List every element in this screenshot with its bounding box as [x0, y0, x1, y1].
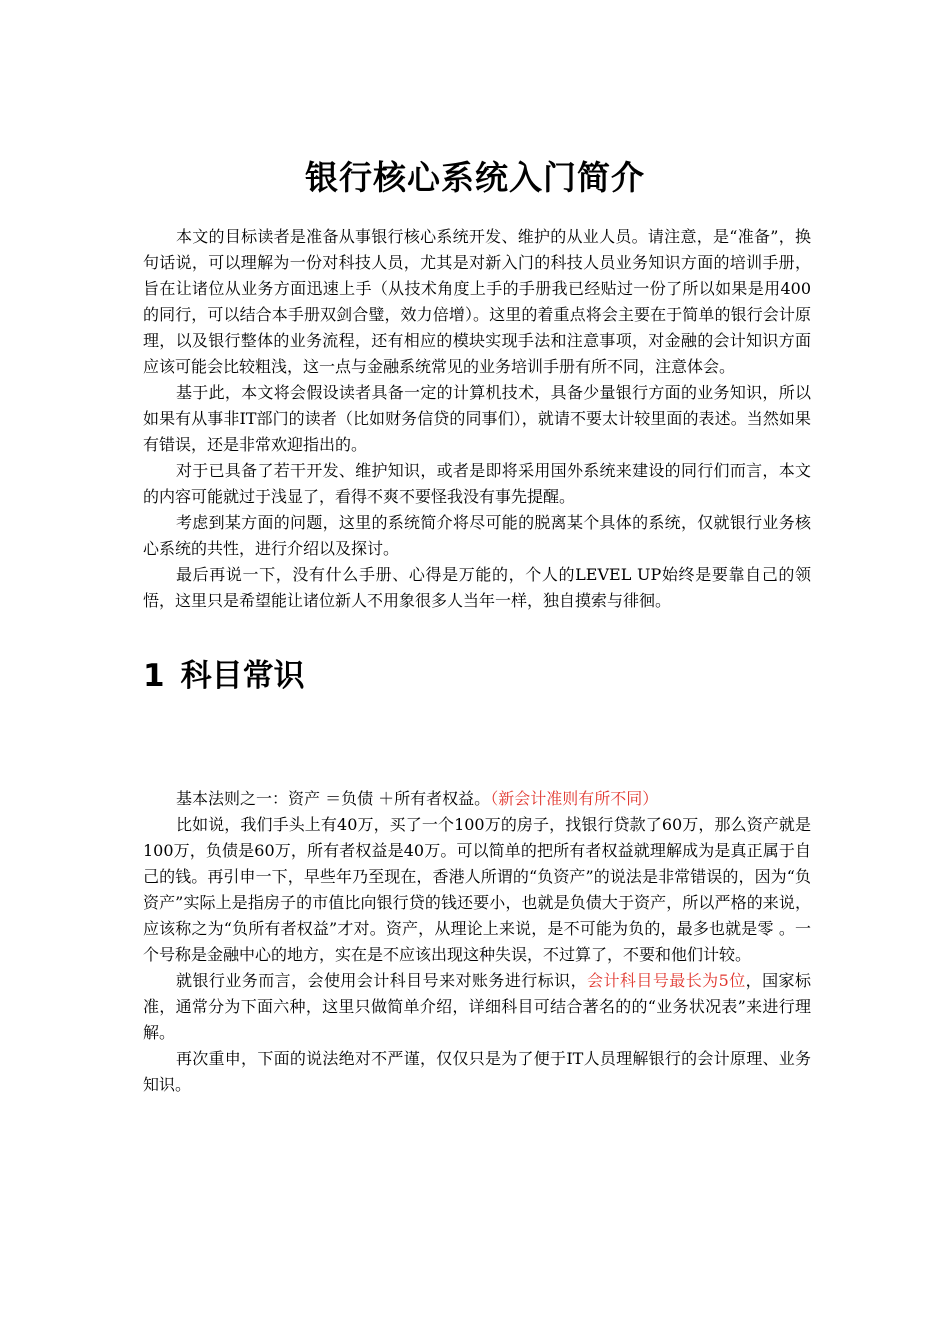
account-code-paragraph — [143, 968, 811, 1046]
accounting-rule-text: 基本法则之一：资产 ＝负债 ＋所有者权益。 — [176, 789, 491, 808]
document-title: 银行核心系统入门简介 — [305, 158, 645, 197]
intro-paragraph-4: 考虑到某方面的问题，这里的系统简介将尽可能的脱离某个具体的系统，仅就银行业务核心系统的共性，进行介绍以及探讨。 — [143, 513, 811, 558]
account-code-text-start: 就银行业务而言，会使用会计科目号来对账务进行标识， — [176, 971, 588, 990]
accounting-rule-note: （新会计准则有所不同） — [490, 789, 659, 808]
account-code-highlight: 会计科目号最长为5位 — [587, 971, 746, 990]
section-title: 科目常识 — [180, 658, 305, 694]
example-paragraph: 比如说，我们手头上有40万，买了一个100万的房子，找银行贷款了60万，那么资产就是100万，负债是60万，所有者权益是40万。可以简单的把所有者权益就理解成为是真正属于自己的钱。再引申一下，早些年乃至现在，香港人所谓的“负资产”的说法是非常错误的，因为“负资产”实际上是指房子的市值比向银行贷的钱还要小，也就是负债大于资产，所以严格的来说，应该称之为“负所有者权益”才对。资产，从理论上来说，是不可能为负的，最多也就是零 。一个号称是金融中心的地方，实在是不应该出现这种失误，不过算了，不要和他们计较。 — [143, 815, 811, 964]
account-code-text-end: ，国家标准，通常分为下面六种，这里只做简单介绍，详细科目可结合著名的的“业务状况表”来进行理解。 — [143, 971, 811, 1042]
intro-section — [143, 224, 811, 614]
accounting-rule-paragraph — [143, 786, 811, 812]
section-heading-1 — [143, 650, 305, 702]
disclaimer-paragraph: 再次重申，下面的说法绝对不严谨，仅仅只是为了便于IT人员理解银行的会计原理、业务知识。 — [143, 1049, 811, 1094]
section-1-body — [143, 786, 811, 1098]
intro-paragraph-1: 本文的目标读者是准备从事银行核心系统开发、维护的从业人员。请注意，是“准备”，换句话说，可以理解为一份对科技人员，尤其是对新入门的科技人员业务知识方面的培训手册，旨在让诸位从业务方面迅速上手（从技术角度上手的手册我已经贴过一份了所以如果是用400的同行，可以结合本手册双剑合璧，效力倍增）。这里的着重点将会主要在于简单的银行会计原理，以及银行整体的业务流程，还有相应的模块实现手法和注意事项，对金融的会计知识方面应该可能会比较粗浅，这一点与金融系统常见的业务培训手册有所不同，注意体会。 — [143, 227, 811, 376]
section-number: 1 — [143, 658, 165, 694]
intro-paragraph-5: 最后再说一下，没有什么手册、心得是万能的，个人的LEVEL UP始终是要靠自己的领悟，这里只是希望能让诸位新人不用象很多人当年一样，独自摸索与徘徊。 — [143, 565, 811, 610]
intro-paragraph-2: 基于此，本文将会假设读者具备一定的计算机技术，具备少量银行方面的业务知识，所以如果有从事非IT部门的读者（比如财务信贷的同事们），就请不要太计较里面的表述。当然如果有错误，还是非常欢迎指出的。 — [143, 383, 811, 454]
intro-paragraph-3: 对于已具备了若干开发、维护知识，或者是即将采用国外系统来建设的同行们而言，本文的内容可能就过于浅显了，看得不爽不要怪我没有事先提醒。 — [143, 461, 811, 506]
